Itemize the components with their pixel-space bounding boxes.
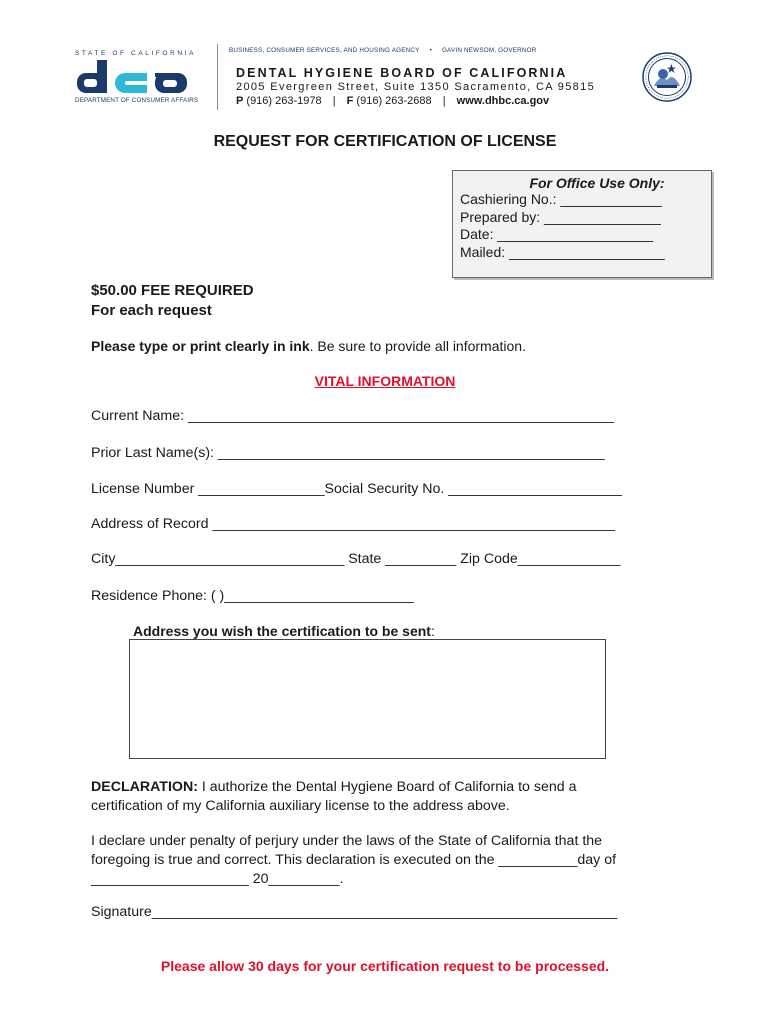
form-title: REQUEST FOR CERTIFICATION OF LICENSE: [213, 133, 557, 150]
logo-mark: [75, 60, 210, 94]
perjury-line2[interactable]: foregoing is true and correct. This declaration is executed on the __________day of: [91, 852, 617, 868]
license-ssn-field[interactable]: License Number ________________Social Security No. ______________________: [91, 481, 622, 497]
processing-time-note: Please allow 30 days for your certification request to be processed.: [160, 958, 610, 974]
declaration-line1: I authorize the Dental Hygiene Board of California to send a: [197, 779, 577, 795]
header-divider: [217, 44, 218, 110]
dca-logo: [75, 50, 210, 104]
cashiering-no-line: Cashiering No.: _____________: [460, 191, 662, 207]
residence-phone-field[interactable]: Residence Phone: ( )________________________: [91, 588, 414, 604]
prepared-by-line: Prepared by: _______________: [460, 208, 661, 225]
signature-field[interactable]: Signature___________________________________________________________: [91, 904, 618, 920]
send-to-colon: :: [430, 623, 435, 639]
vital-info-heading: VITAL INFORMATION: [314, 373, 456, 389]
send-to-label-text: Address you wish the certification to be sent: [133, 623, 431, 639]
website-link[interactable]: www.dhbc.ca.gov: [456, 95, 550, 107]
current-name-field[interactable]: Current Name: ______________________________________________________: [91, 408, 615, 424]
governor-name: GAVIN NEWSOM, GOVERNOR: [441, 47, 537, 54]
declaration-line2: certification of my California auxiliary license to the address above.: [91, 798, 510, 814]
fee-per-request: For each request: [91, 301, 212, 319]
agency-separator: •: [429, 47, 432, 54]
board-name: DENTAL HYGIENE BOARD OF CALIFORNIA: [236, 66, 568, 80]
agency-line: [229, 47, 537, 54]
prior-names-field[interactable]: Prior Last Name(s): _________________________________________________: [91, 445, 605, 461]
instructions-bold: Please type or print clearly in ink: [91, 338, 310, 354]
office-use-box: [452, 170, 712, 278]
board-address: 2005 Evergreen Street, Suite 1350 Sacramento, CA 95815: [236, 81, 596, 93]
fax-label: F: [346, 95, 354, 107]
mailed-line: Mailed: ____________________: [460, 243, 665, 260]
send-to-label: [133, 623, 435, 639]
office-use-heading: For Office Use Only:: [529, 175, 665, 191]
fee-notice: [91, 281, 254, 320]
perjury-line1: I declare under penalty of perjury under the laws of the State of California that the: [91, 833, 603, 849]
date-line: Date: ____________________: [460, 226, 654, 242]
board-contact: [236, 95, 549, 107]
logo-state-text: STATE OF CALIFORNIA: [75, 50, 197, 57]
instructions: [91, 338, 526, 354]
city-state-zip-field[interactable]: City_____________________________ State _________ Zip Code_____________: [91, 551, 621, 567]
agency-name: BUSINESS, CONSUMER SERVICES, AND HOUSING AGENCY: [229, 47, 420, 54]
contact-separator: |: [442, 95, 446, 107]
phone-number: (916) 263-1978: [246, 95, 322, 107]
address-of-record-field[interactable]: Address of Record ___________________________________________________: [91, 516, 615, 532]
declaration-label: DECLARATION:: [91, 779, 198, 795]
dca-mark-icon: [75, 60, 195, 94]
california-state-seal-icon: [642, 52, 692, 102]
contact-separator: |: [332, 95, 336, 107]
perjury-line3[interactable]: ____________________ 20_________.: [91, 871, 344, 887]
phone-label: P: [236, 95, 244, 107]
logo-dept-text: DEPARTMENT OF CONSUMER AFFAIRS: [75, 97, 199, 104]
fee-amount: $50.00 FEE REQUIRED: [91, 282, 254, 299]
instructions-rest: . Be sure to provide all information.: [309, 338, 526, 354]
declaration-perjury: [91, 832, 616, 889]
declaration-authorize: [91, 778, 576, 816]
send-to-address-box[interactable]: [129, 639, 606, 759]
fax-number: (916) 263-2688: [356, 95, 432, 107]
